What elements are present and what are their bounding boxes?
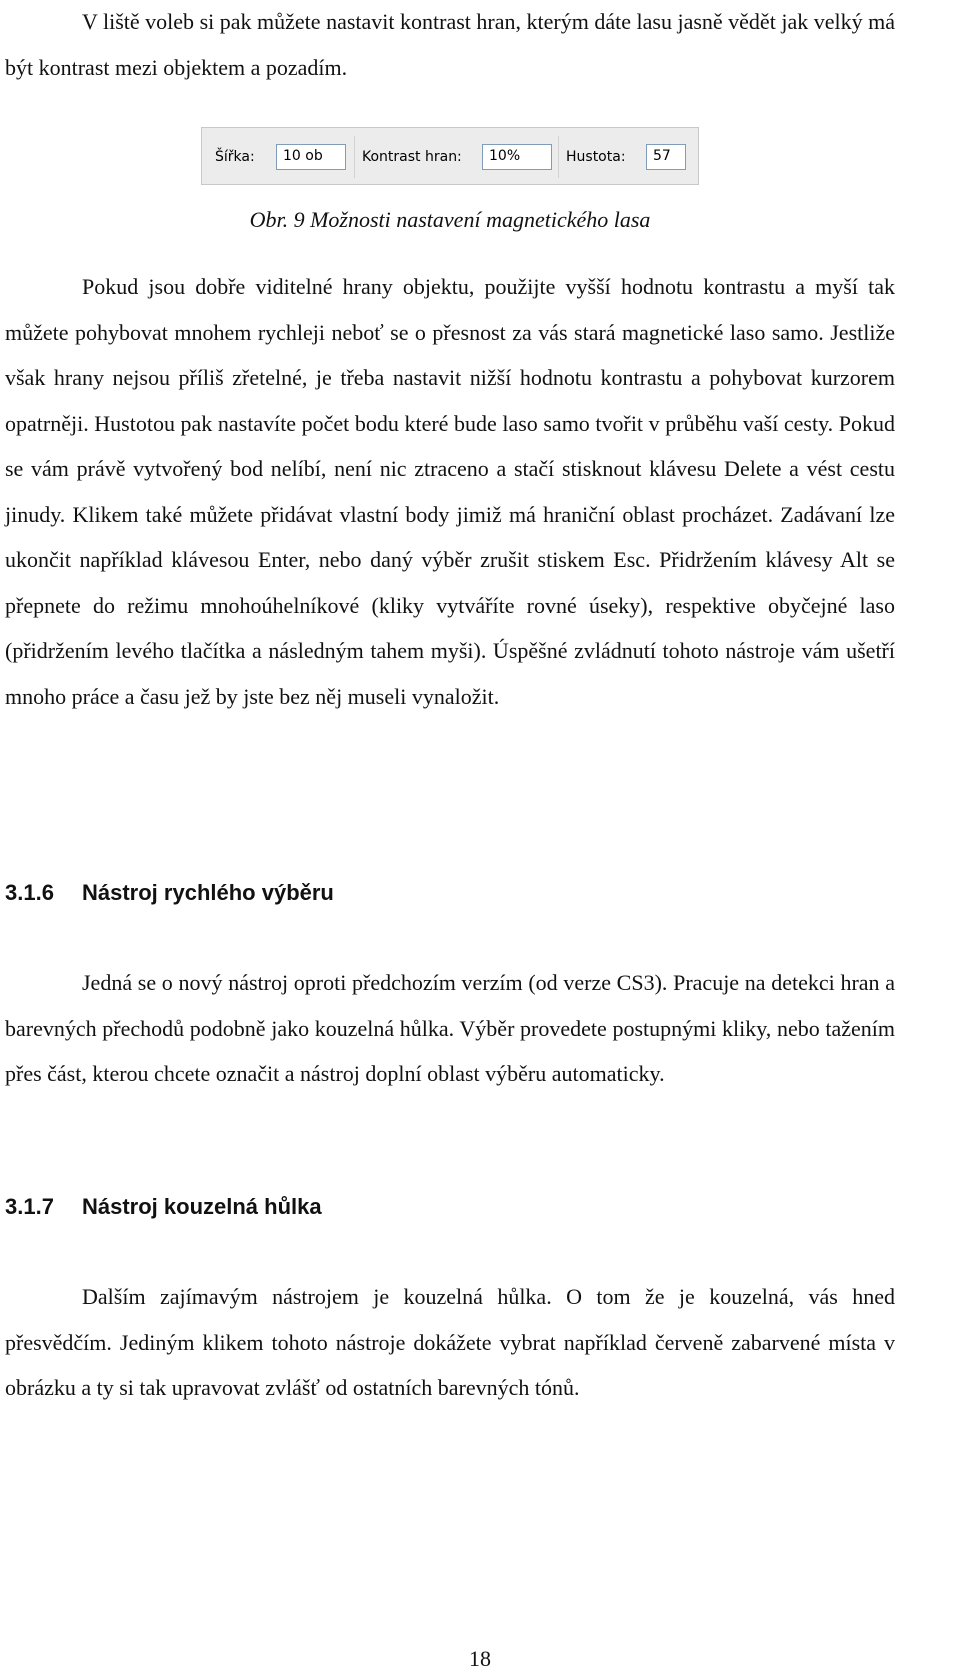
toolbar-separator [558, 136, 559, 178]
section-heading-3-1-6 [5, 878, 334, 908]
density-field[interactable]: 57 [646, 144, 686, 170]
section-title: Nástroj kouzelná hůlka [82, 1194, 322, 1219]
width-label: Šířka: [215, 149, 255, 165]
paragraph-quick-selection: Jedná se o nový nástroj oproti předchozím verzím (od verze CS3). Pracuje na detekci hran a barevných přechodů podobně jako kouzelná hůlka. Výběr provedete postupnými kliky, nebo tažením přes část, kterou chcete označit a nástroj doplní oblast výběru automaticky. [5, 970, 895, 1086]
figure-caption: Obr. 9 Možnosti nastavení magnetického lasa [249, 207, 651, 232]
density-label: Hustota: [566, 149, 626, 165]
page-number: 18 [469, 1646, 491, 1671]
paragraph-intro: V liště voleb si pak můžete nastavit kontrast hran, kterým dáte lasu jasně vědět jak velký má být kontrast mezi objektem a pozadím. [5, 9, 895, 80]
magnetic-lasso-options-bar [201, 127, 699, 185]
contrast-label: Kontrast hran: [362, 149, 462, 165]
paragraph-magic-wand: Dalším zajímavým nástrojem je kouzelná hůlka. O tom že je kouzelná, vás hned přesvědčím. Jediným klikem tohoto nástroje dokážete vybrat například červeně zabarvené místa v obrázku a ty si tak upravovat zvlášť od ostatních barevných tónů. [5, 1284, 895, 1400]
paragraph-lasso-usage: Pokud jsou dobře viditelné hrany objektu, použijte vyšší hodnotu kontrastu a myší tak můžete pohybovat mnohem rychleji neboť se o přesnost za vás stará magnetické laso samo. Jestliže však hrany nejsou příliš zřetelné, je třeba nastavit nižší hodnotu kontrastu a pohybovat kurzorem opatrněji. Hustotou pak nastavíte počet bodu které bude laso samo tvořit v průběhu vaší cesty. Pokud se vám právě vytvořený bod nelíbí, není nic ztraceno a stačí stisknout klávesu Delete a vést cestu jinudy. Klikem také můžete přidávat vlastní body jimiž má hraniční oblast procházet. Zadávaní lze ukončit například klávesou Enter, nebo daný výběr zrušit stiskem Esc. Přidržením klávesy Alt se přepnete do režimu mnohoúhelníkové (kliky vytváříte rovné úseky), respektive obyčejné laso (přidržením levého tlačítka a následným tahem myši). Úspěšné zvládnutí tohoto nástroje vám ušetří mnoho práce a času jež by jste bez něj museli vynaložit. [5, 274, 895, 709]
toolbar-separator [354, 136, 355, 178]
width-field[interactable]: 10 ob [276, 144, 346, 170]
section-heading-3-1-7 [5, 1192, 322, 1222]
section-number: 3.1.7 [5, 1194, 54, 1219]
section-number: 3.1.6 [5, 880, 54, 905]
section-title: Nástroj rychlého výběru [82, 880, 334, 905]
contrast-field[interactable]: 10% [482, 144, 552, 170]
